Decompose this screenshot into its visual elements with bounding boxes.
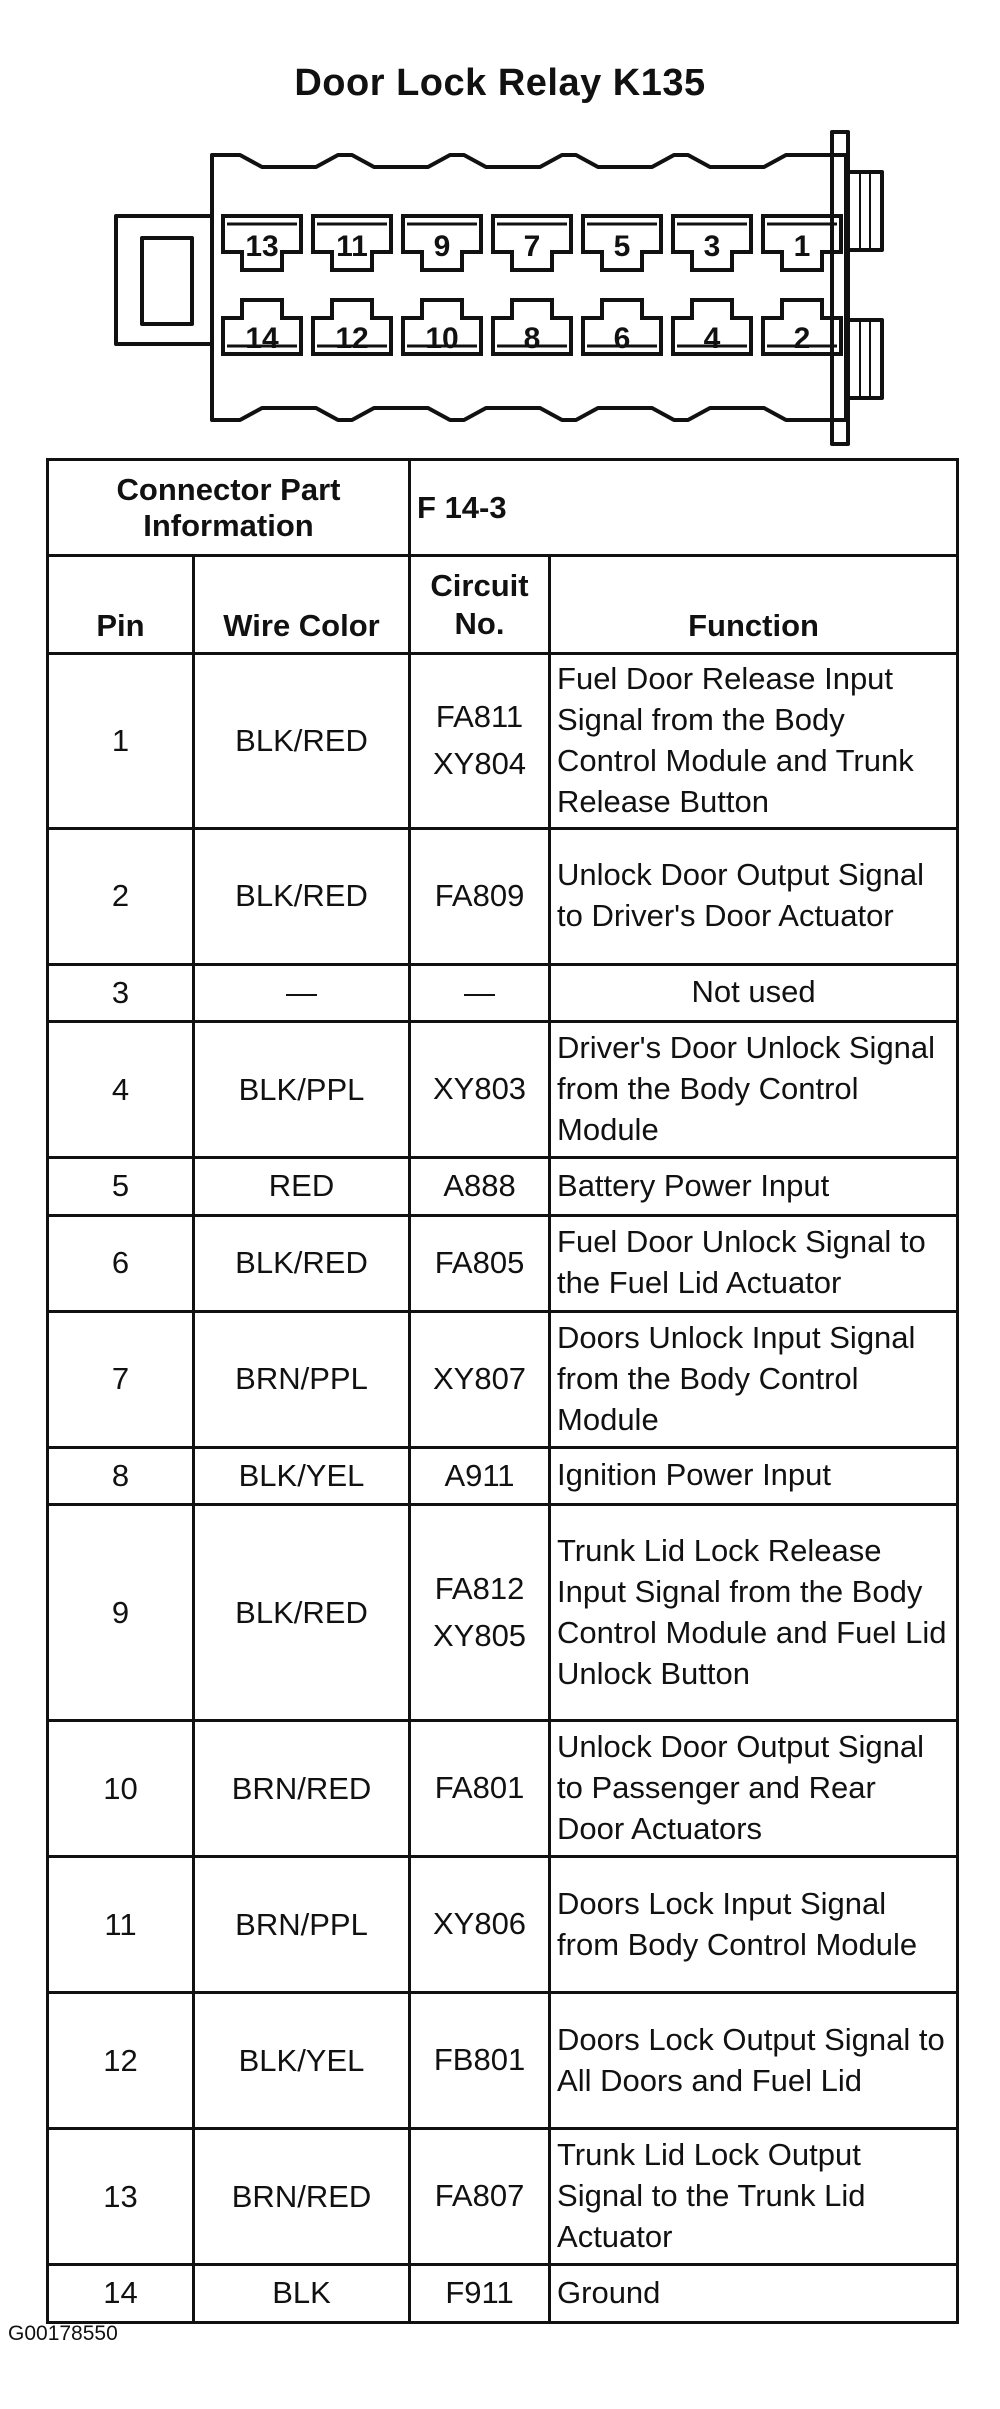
table-row bbox=[48, 1022, 958, 1158]
connector-pin-13-label: 13 bbox=[245, 230, 279, 263]
function-cell: Doors Lock Input Signal from Body Control Module bbox=[550, 1857, 958, 1993]
wire-color-cell: RED bbox=[194, 1158, 410, 1216]
circuit-cell bbox=[410, 1857, 550, 1993]
circuit-cell bbox=[410, 1022, 550, 1158]
circuit-number: FA805 bbox=[434, 1244, 525, 1280]
function-cell: Doors Lock Output Signal to All Doors and Fuel Lid bbox=[550, 1993, 958, 2129]
connector-pin-9-label: 9 bbox=[433, 230, 451, 263]
table-row bbox=[48, 1311, 958, 1447]
header-function: Function bbox=[550, 556, 958, 654]
wire-color-cell: BLK bbox=[194, 2265, 410, 2323]
function-cell: Unlock Door Output Signal to Passenger and Rear Door Actuators bbox=[550, 1721, 958, 1857]
pin-cell: 9 bbox=[48, 1505, 194, 1721]
table-row bbox=[48, 1447, 958, 1505]
table-row bbox=[48, 1505, 958, 1721]
circuit-cell bbox=[410, 1215, 550, 1311]
table-row bbox=[48, 1158, 958, 1216]
circuit-cell bbox=[410, 1505, 550, 1721]
circuit-number: XY806 bbox=[432, 1906, 527, 1942]
circuit-number: FA809 bbox=[434, 877, 525, 913]
table-row bbox=[48, 964, 958, 1022]
table-row bbox=[48, 1215, 958, 1311]
header-circuit-line1: Circuit bbox=[430, 567, 529, 603]
table-row bbox=[48, 1993, 958, 2129]
circuit-cell bbox=[410, 1993, 550, 2129]
function-cell: Not used bbox=[550, 964, 958, 1022]
circuit-number: FA812 bbox=[434, 1571, 525, 1607]
connector-terminal-block-bottom bbox=[848, 320, 882, 398]
table-row bbox=[48, 2129, 958, 2265]
circuit-number: XY804 bbox=[432, 745, 527, 781]
pin-cell: 12 bbox=[48, 1993, 194, 2129]
connector-pin-10-label: 10 bbox=[425, 322, 459, 355]
pin-cell: 8 bbox=[48, 1447, 194, 1505]
connector-pin-4-label: 4 bbox=[703, 322, 721, 355]
circuit-number: XY807 bbox=[432, 1360, 527, 1396]
table-row bbox=[48, 654, 958, 829]
circuit-number: FA807 bbox=[434, 2178, 525, 2214]
wire-color-cell: BLK/RED bbox=[194, 1505, 410, 1721]
pin-table-body bbox=[48, 460, 958, 2323]
wire-color-cell: BLK/YEL bbox=[194, 1447, 410, 1505]
circuit-number: XY805 bbox=[432, 1617, 527, 1653]
connector-pin-11-label: 11 bbox=[336, 230, 368, 263]
header-pin: Pin bbox=[48, 556, 194, 654]
header-circuit-no bbox=[410, 556, 550, 654]
table-row bbox=[48, 2265, 958, 2323]
function-cell: Ignition Power Input bbox=[550, 1447, 958, 1505]
wire-color-cell: BRN/PPL bbox=[194, 1857, 410, 1993]
circuit-number: XY803 bbox=[432, 1071, 527, 1107]
function-cell: Unlock Door Output Signal to Driver's Door Actuator bbox=[550, 828, 958, 964]
figure-id: G00178550 bbox=[8, 2322, 118, 2345]
table-row bbox=[48, 1857, 958, 1993]
function-cell: Driver's Door Unlock Signal from the Body Control Module bbox=[550, 1022, 958, 1158]
circuit-cell bbox=[410, 964, 550, 1022]
circuit-number: F911 bbox=[445, 2275, 514, 2311]
connector-part-info-label: Connector Part Information bbox=[48, 460, 410, 556]
connector-pin-3-label: 3 bbox=[703, 230, 721, 263]
wire-color-cell: BLK/RED bbox=[194, 654, 410, 829]
circuit-number: A911 bbox=[444, 1457, 515, 1493]
connector-pin-1-label: 1 bbox=[793, 230, 811, 263]
connector-pin-8-label: 8 bbox=[523, 322, 541, 355]
connector-left-tab-window bbox=[142, 238, 192, 324]
pin-cell: 14 bbox=[48, 2265, 194, 2323]
connector-body bbox=[212, 155, 846, 420]
table-header-info-row bbox=[48, 460, 958, 556]
pin-cell: 1 bbox=[48, 654, 194, 829]
function-cell: Trunk Lid Lock Release Input Signal from the Body Control Module and Fuel Lid Unlock Button bbox=[550, 1505, 958, 1721]
circuit-cell bbox=[410, 1447, 550, 1505]
connector-diagram bbox=[100, 120, 900, 460]
circuit-cell bbox=[410, 2129, 550, 2265]
circuit-number: FA811 bbox=[435, 699, 524, 735]
pin-cell: 2 bbox=[48, 828, 194, 964]
connector-part-number: F 14-3 bbox=[410, 460, 958, 556]
function-cell: Fuel Door Unlock Signal to the Fuel Lid Actuator bbox=[550, 1215, 958, 1311]
circuit-cell bbox=[410, 828, 550, 964]
pin-cell: 7 bbox=[48, 1311, 194, 1447]
wire-color-cell: BRN/RED bbox=[194, 1721, 410, 1857]
pin-cell: 3 bbox=[48, 964, 194, 1022]
wire-color-cell: BLK/RED bbox=[194, 828, 410, 964]
connector-pin-14-label: 14 bbox=[245, 322, 279, 355]
function-cell: Trunk Lid Lock Output Signal to the Trunk Lid Actuator bbox=[550, 2129, 958, 2265]
pin-table bbox=[46, 458, 959, 2324]
function-cell: Ground bbox=[550, 2265, 958, 2323]
function-cell: Fuel Door Release Input Signal from the Body Control Module and Trunk Release Button bbox=[550, 654, 958, 829]
connector-pin-6-label: 6 bbox=[613, 322, 631, 355]
page-title: Door Lock Relay K135 bbox=[294, 62, 706, 104]
header-circuit-line2: No. bbox=[454, 606, 505, 642]
wire-color-cell: BLK/YEL bbox=[194, 1993, 410, 2129]
function-cell: Battery Power Input bbox=[550, 1158, 958, 1216]
connector-terminal-block-top bbox=[848, 172, 882, 250]
table-row bbox=[48, 1721, 958, 1857]
table-row bbox=[48, 828, 958, 964]
connector-pin-2-label: 2 bbox=[793, 322, 811, 355]
circuit-cell bbox=[410, 654, 550, 829]
pin-cell: 4 bbox=[48, 1022, 194, 1158]
table-column-header-row bbox=[48, 556, 958, 654]
circuit-cell bbox=[410, 1311, 550, 1447]
function-cell: Doors Unlock Input Signal from the Body Control Module bbox=[550, 1311, 958, 1447]
header-wire-color: Wire Color bbox=[194, 556, 410, 654]
wire-color-cell: BRN/RED bbox=[194, 2129, 410, 2265]
circuit-number: FB801 bbox=[433, 2042, 526, 2078]
pin-cell: 13 bbox=[48, 2129, 194, 2265]
circuit-cell bbox=[410, 2265, 550, 2323]
circuit-number: A888 bbox=[443, 1168, 516, 1204]
connector-pin-12-label: 12 bbox=[335, 322, 369, 355]
wire-color-cell: BRN/PPL bbox=[194, 1311, 410, 1447]
wire-color-cell: BLK/PPL bbox=[194, 1022, 410, 1158]
wire-color-cell: BLK/RED bbox=[194, 1215, 410, 1311]
connector-pin-7-label: 7 bbox=[523, 230, 541, 263]
circuit-cell bbox=[410, 1158, 550, 1216]
pin-cell: 5 bbox=[48, 1158, 194, 1216]
connector-pin-5-label: 5 bbox=[613, 230, 631, 263]
circuit-cell bbox=[410, 1721, 550, 1857]
circuit-number: FA801 bbox=[434, 1770, 525, 1806]
wire-color-cell: — bbox=[194, 964, 410, 1022]
circuit-number: — bbox=[464, 974, 496, 1010]
pin-cell: 6 bbox=[48, 1215, 194, 1311]
pin-cell: 11 bbox=[48, 1857, 194, 1993]
pin-cell: 10 bbox=[48, 1721, 194, 1857]
